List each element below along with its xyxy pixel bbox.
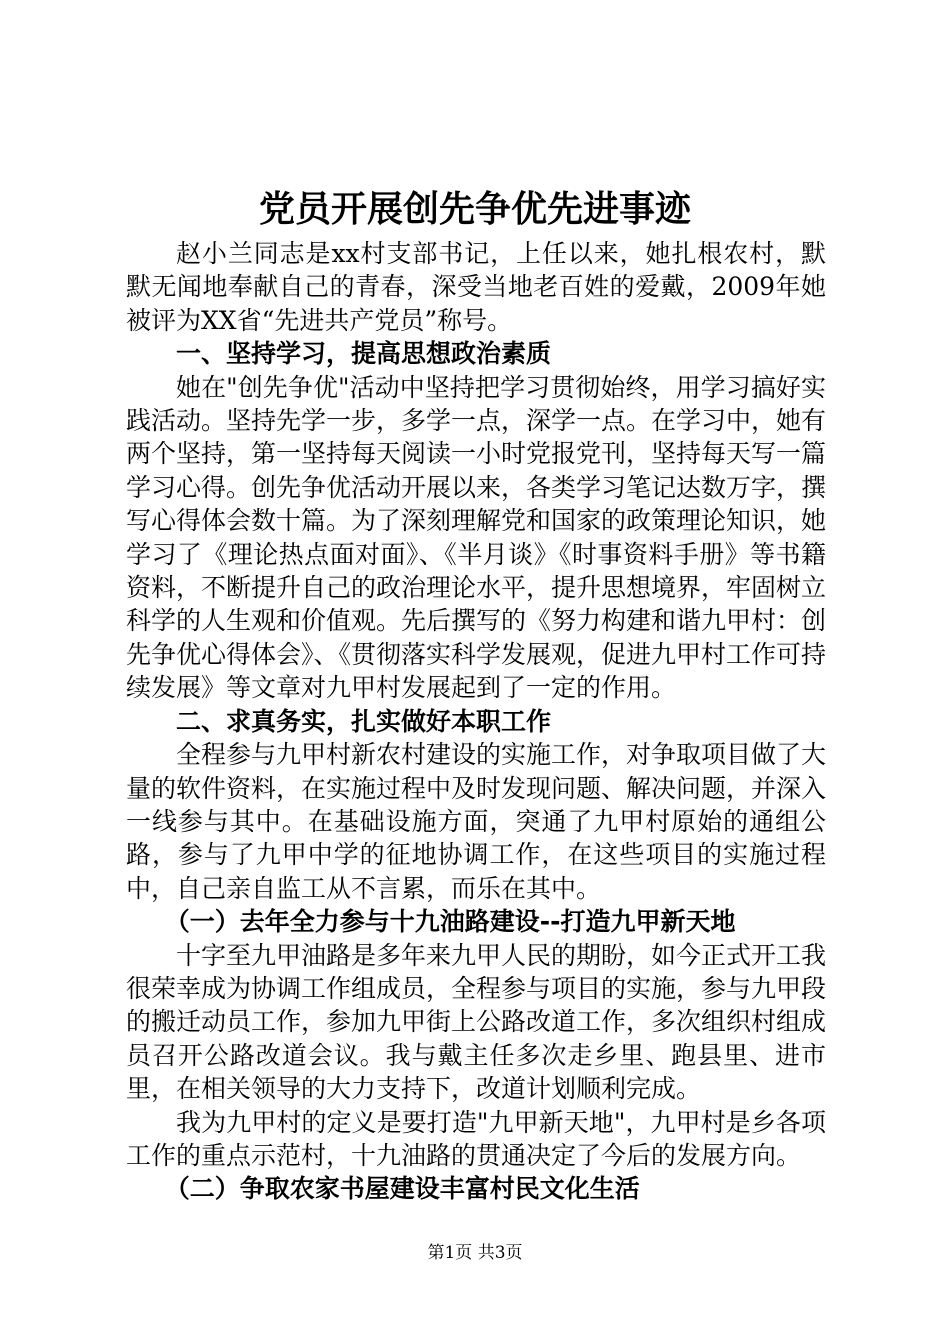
subsection-2-heading: （二）争取农家书屋建设丰富村民文化生活 bbox=[164, 1174, 640, 1204]
intro-paragraph: 赵小兰同志是xx村支部书记，上任以来，她扎根农村，默默无闻地奉献自己的青春，深受当地老百姓的爱戴，2009年她被评为XX省“先进共产党员”称号。 bbox=[126, 239, 826, 335]
subsection-1-paragraph-2: 我为九甲村的定义是要打造"九甲新天地"，九甲村是乡各项工作的重点示范村，十九油路的贯通决定了今后的发展方向。 bbox=[126, 1107, 826, 1170]
section-1-heading: 一、坚持学习，提高思想政治素质 bbox=[176, 339, 552, 369]
subsection-1-paragraph-1: 十字至九甲油路是多年来九甲人民的期盼，如今正式开工我很荣幸成为协调工作组成员，全程参与项目的实施，参与九甲段的搬迁动员工作，参加九甲街上公路改道工作，多次组织村组成员召开公路改道会议。我与戴主任多次走乡里、跑县里、进市里，在相关领导的大力支持下，改道计划顺利完成。 bbox=[126, 940, 827, 1104]
section-2-heading: 二、求真务实，扎实做好本职工作 bbox=[176, 706, 552, 736]
subsection-1-heading: （一）去年全力参与十九油路建设--打造九甲新天地 bbox=[164, 907, 736, 937]
document-body bbox=[126, 237, 826, 1206]
section-2-paragraph: 全程参与九甲村新农村建设的实施工作，对争取项目做了大量的软件资料，在实施过程中及时发现问题、解决问题，并深入一线参与其中。在基础设施方面，突通了九甲村原始的通组公路，参与了九甲中学的征地协调工作，在这些项目的实施过程中，自己亲自监工从不言累，而乐在其中。 bbox=[126, 740, 827, 903]
section-1-paragraph: 她在"创先争优"活动中坚持把学习贯彻始终，用学习搞好实践活动。坚持先学一步，多学一点，深学一点。在学习中，她有两个坚持，第一坚持每天阅读一小时党报党刊，坚持每天写一篇学习心得。创先争优活动开展以来，各类学习笔记达数万字，撰写心得体会数十篇。为了深刻理解党和国家的政策理论知识，她学习了《理论热点面对面》、《半月谈》《时事资料手册》等书籍资料，不断提升自己的政治理论水平，提升思想境界，牢固树立科学的人生观和价值观。先后撰写的《努力构建和谐九甲村：创先争优心得体会》、《贯彻落实科学发展观，促进九甲村工作可持续发展》等文章对九甲村发展起到了一定的作用。 bbox=[126, 372, 827, 703]
document-title: 党员开展创先争优先进事迹 bbox=[258, 189, 691, 230]
page-number-footer: 第1页 共3页 bbox=[427, 1243, 523, 1263]
